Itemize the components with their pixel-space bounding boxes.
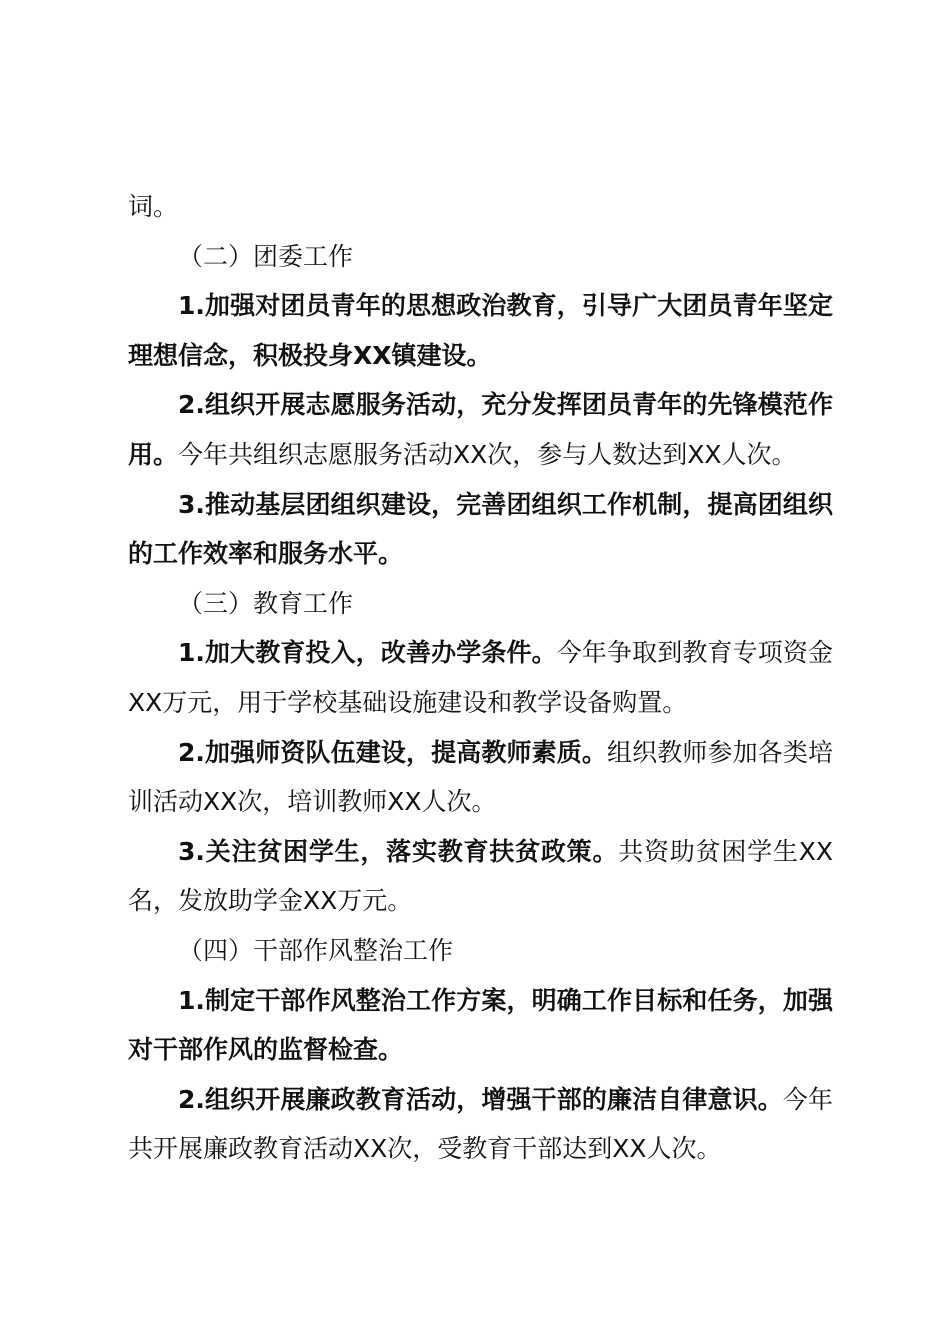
section-heading-league-committee: （二）团委工作 (178, 241, 354, 271)
paragraph-bold-text: 1.制定干部作风整治工作方案，明确工作目标和任务，加强对干部作风的监督检查。 (128, 985, 833, 1065)
list-item (128, 480, 833, 579)
list-item (128, 380, 833, 479)
list-item (128, 1075, 833, 1174)
paragraph-text: 今年共组织志愿服务活动XX次，参与人数达到XX人次。 (178, 439, 797, 469)
paragraph-text: 今年争取到教育专项资金XX万元，用于学校基础设施建设和教学设备购置。 (128, 638, 833, 717)
section-heading-cadre-conduct: （四）干部作风整治工作 (178, 935, 454, 965)
list-item (128, 976, 833, 1075)
paragraph-bold-text: 1.加强对团员青年的思想政治教育，引导广大团员青年坚定理想信念，积极投身XX镇建设。 (128, 291, 833, 370)
paragraph-bold-text: 3.关注贫困学生，落实教育扶贫政策。 (178, 836, 619, 866)
paragraph-bold-text: 1.加大教育投入，改善办学条件。 (178, 638, 557, 668)
document-body (128, 182, 833, 1174)
paragraph-text: 共资助贫困学生XX名，发放助学金XX万元。 (128, 836, 833, 916)
paragraph-bold-text: 2.组织开展廉政教育活动，增强干部的廉洁自律意识。 (178, 1084, 783, 1114)
list-item (128, 827, 833, 926)
paragraph-bold-text: 2.加强师资队伍建设，提高教师素质。 (178, 737, 607, 767)
section-heading-education: （三）教育工作 (178, 588, 354, 618)
paragraph-text: 今年共开展廉政教育活动XX次，受教育干部达到XX人次。 (128, 1084, 833, 1164)
paragraph-bold-text: 2.组织开展志愿服务活动，充分发挥团员青年的先锋模范作用。 (128, 390, 833, 469)
continuation-paragraph (128, 182, 833, 232)
paragraph-text: 词。 (128, 192, 179, 221)
list-item (128, 628, 833, 727)
paragraph-bold-text: 3.推动基层团组织建设，完善团组织工作机制，提高团组织的工作效率和服务水平。 (128, 489, 833, 569)
list-item (128, 728, 833, 827)
list-item (128, 281, 833, 380)
paragraph-text: 组织教师参加各类培训活动XX次，培训教师XX人次。 (128, 737, 833, 817)
